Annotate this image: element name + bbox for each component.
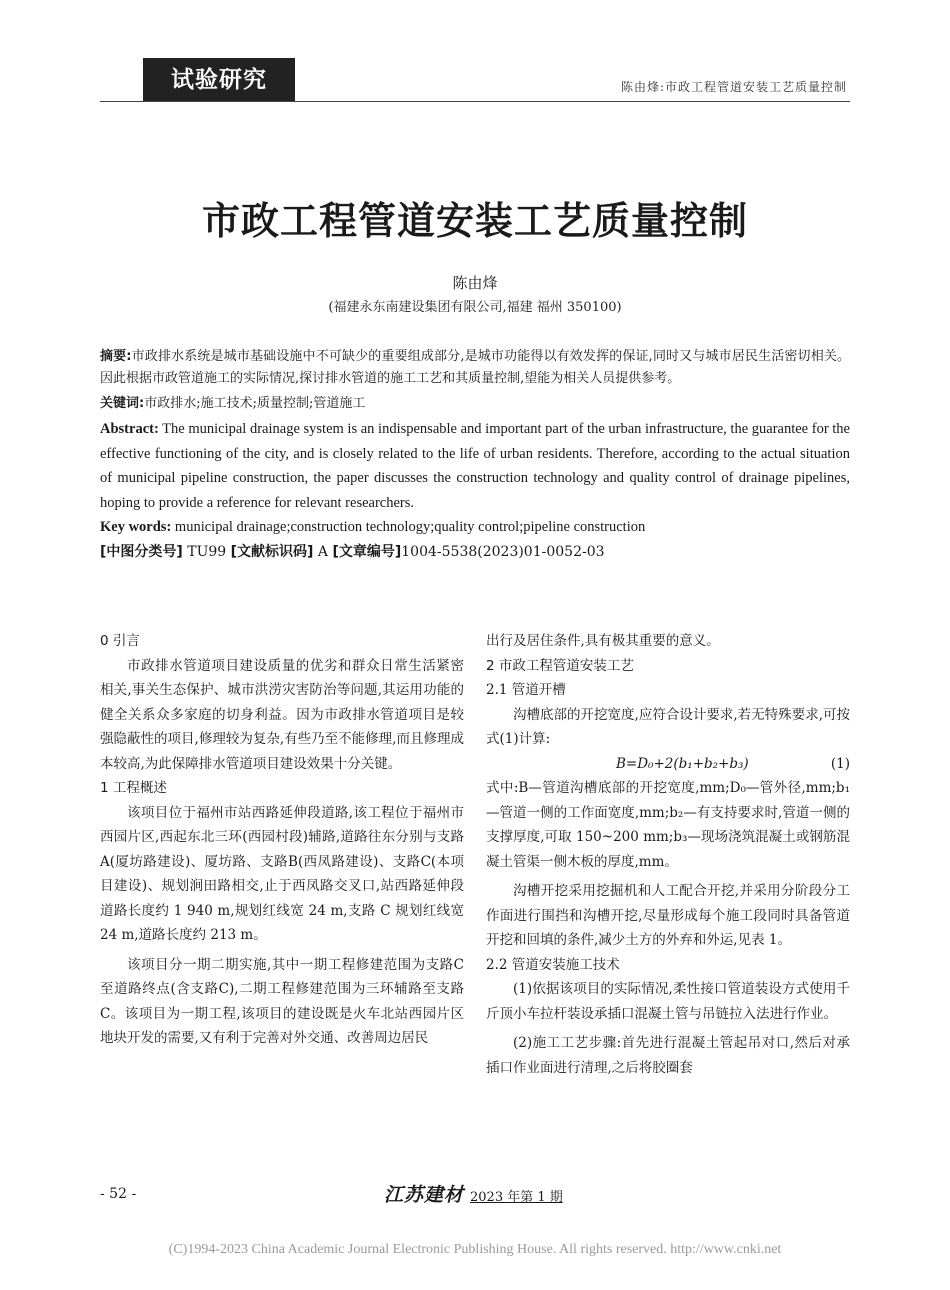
paragraph: 沟槽开挖采用挖掘机和人工配合开挖,并采用分阶段分工作面进行围挡和沟槽开挖,尽量形成每个施工段同时具备管道开挖和回填的条件,减少土方的外弃和外运,见表 1。 [486, 883, 850, 948]
article-no-label: [文章编号] [332, 543, 402, 560]
abstract-cn-text: 市政排水系统是城市基础设施中不可缺少的重要组成部分,是城市功能得以有效发挥的保证,同时又与城市居民生活密切相关。因此根据市政管道施工的实际情况,探讨排水管道的施工工艺和其质量控制,望能为相关人员提供参考。 [100, 349, 851, 386]
article-title: 市政工程管道安装工艺质量控制 [201, 199, 748, 243]
paragraph: 式中:B—管道沟槽底部的开挖宽度,mm;D₀—管外径,mm;b₁—管道一侧的工作面宽度,mm;b₂—有支持要求时,管道一侧的支撑厚度,可取 150~200 mm;b₃—现场浇筑混凝土或钢筋混凝土管渠一侧木板的厚度,mm。 [486, 780, 850, 870]
section-1-heading: 1 工程概述 [100, 780, 167, 796]
affiliation: (福建永东南建设集团有限公司,福建 福州 350100) [328, 300, 622, 315]
abstract-cn-label: 摘要: [100, 349, 132, 364]
journal-issue: 2023 年第 1 期 [470, 1190, 563, 1205]
doc-code-value: A [313, 543, 333, 560]
header-rule [100, 101, 850, 102]
running-title: 陈由烽:市政工程管道安装工艺质量控制 [620, 80, 847, 94]
clc-value: TU99 [182, 543, 231, 560]
section-0-heading: 0 引言 [100, 633, 140, 649]
page-number: - 52 - [100, 1186, 137, 1202]
doc-code-label: [文献标识码] [230, 543, 314, 560]
front-matter [100, 346, 850, 564]
journal-logo: 江苏建材 [384, 1184, 465, 1206]
equation-1 [486, 752, 850, 777]
article-no-value: 1004-5538(2023)01-0052-03 [401, 543, 605, 560]
abstract-en-label: Abstract: [100, 421, 159, 437]
keywords-en-label: Key words: [100, 519, 172, 535]
abstract-en-text: The municipal drainage system is an indispensable and important part of the urban infrastructure, the guarantee for the effective functioning of the city, and is closely related to the life of urban residents. Therefore, according to the actual situation of municipal pipeline construction, the paper discusses the construction technology and quality control of drainage pipelines, hoping to provide a reference for relevant researchers. [100, 421, 850, 511]
classification-line [100, 540, 850, 564]
keywords-cn-text: 市政排水;施工技术;质量控制;管道施工 [144, 396, 366, 411]
right-column [486, 629, 850, 1080]
paragraph-continued: 出行及居住条件,具有极其重要的意义。 [486, 633, 720, 649]
paragraph: (1)依据该项目的实际情况,柔性接口管道装设方式使用千斤顶小车拉杆装设承插口混凝土管与吊链拉入法进行作业。 [486, 981, 850, 1022]
section-tag: 试验研究 [143, 58, 295, 102]
paragraph: (2)施工工艺步骤:首先进行混凝土管起吊对口,然后对承插口作业面进行清理,之后将胶圈套 [486, 1035, 850, 1076]
author: 陈由烽 [452, 274, 498, 292]
paragraph: 市政排水管道项目建设质量的优劣和群众日常生活紧密相关,事关生态保护、城市洪涝灾害防治等问题,其运用功能的健全关系众多家庭的切身利益。因为市政排水管道项目是较强隐蔽性的项目,修理较为复杂,有些乃至不能修理,而且修理成本较高,为此保障排水管道项目建设效果十分关键。 [100, 657, 464, 772]
keywords-cn-label: 关键词: [100, 396, 145, 411]
abstract-cn [100, 346, 850, 390]
paragraph: 该项目分一期二期实施,其中一期工程修建范围为支路C至道路终点(含支路C),二期工程修建范围为三环辅路至支路C。该项目为一期工程,该项目的建设既是火车北站西园片区地块开发的需要,又有利于完善对外交通、改善周边居民 [100, 956, 464, 1046]
section-2-2-heading: 2.2 管道安装施工技术 [486, 956, 620, 973]
copyright-notice: (C)1994-2023 China Academic Journal Electronic Publishing House. All rights reserved. http://www.cnki.net [168, 1242, 782, 1257]
paragraph: 该项目位于福州市站西路延伸段道路,该工程位于福州市西园片区,西起东北三环(西园村段)辅路,道路往东分别与支路A(厦坊路建设)、厦坊路、支路B(西凤路建设)、支路C(本项目建设)、规划涧田路相交,止于西凤路交叉口,站西路延伸段道路长度约 1 940 m,规划红线宽 24 m,支路 C 规划红线宽 24 m,道路长度约 213 m。 [100, 804, 464, 943]
paragraph: 沟槽底部的开挖宽度,应符合设计要求,若无特殊要求,可按式(1)计算: [486, 706, 850, 747]
equation-number: (1) [830, 755, 850, 772]
keywords-cn [100, 393, 850, 415]
section-2-1-heading: 2.1 管道开槽 [486, 682, 566, 698]
abstract-en [100, 417, 850, 515]
journal-footer [384, 1180, 563, 1207]
left-column [100, 629, 464, 1051]
keywords-en [100, 515, 850, 540]
equation-expression: B=D₀+2(b₁+b₂+b₃) [616, 755, 749, 772]
clc-label: [中图分类号] [100, 543, 183, 560]
section-2-heading: 2 市政工程管道安装工艺 [486, 657, 634, 674]
keywords-en-text: municipal drainage;construction technology;quality control;pipeline construction [171, 519, 646, 535]
